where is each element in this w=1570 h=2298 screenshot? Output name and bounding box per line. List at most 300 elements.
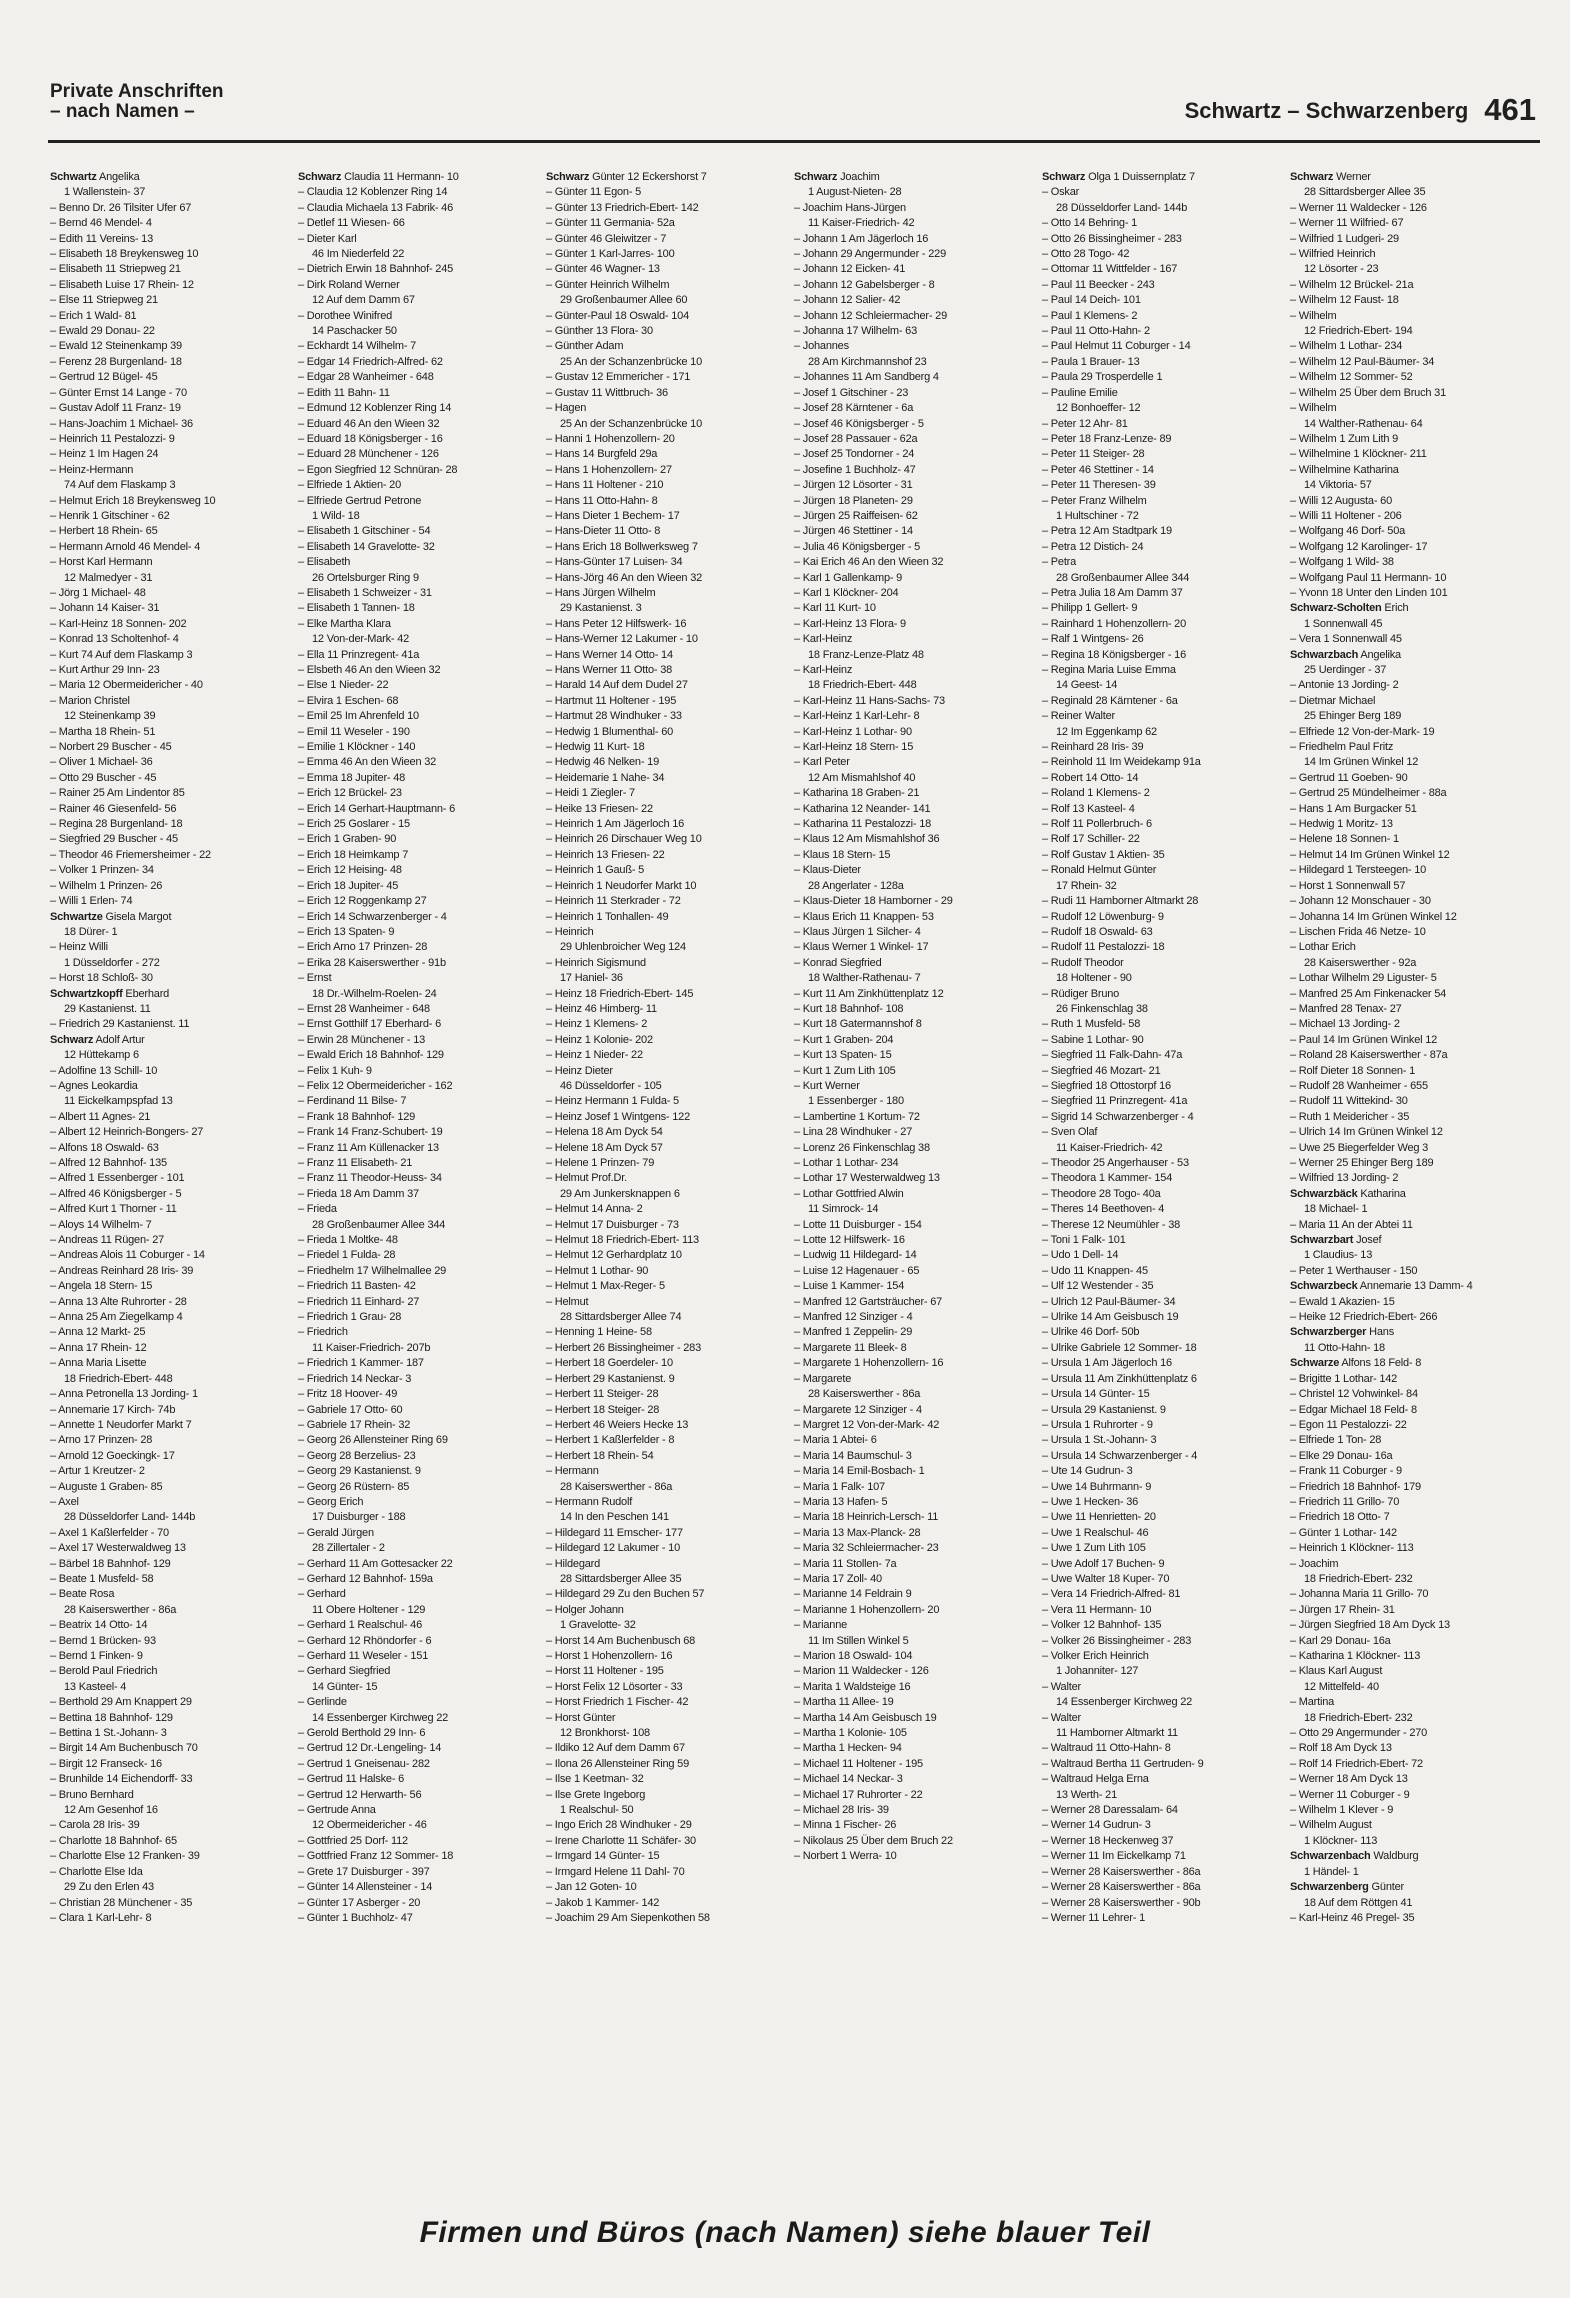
directory-entry: – Paul 11 Beecker - 243 [1042,278,1155,291]
directory-entry: – Ingo Erich 28 Windhuker - 29 [546,1819,692,1832]
directory-entry: – Edgar 14 Friedrich-Alfred- 62 [298,355,443,368]
directory-entry: – Roland 28 Kaiserswerther - 87a [1290,1049,1448,1062]
directory-entry: – Rolf 17 Schiller- 22 [1042,833,1140,846]
directory-entry: – Wilfried 1 Ludgeri- 29 [1290,232,1399,245]
directory-entry: – Heinrich 1 Gauß- 5 [546,864,645,877]
directory-entry: – Gottfried Franz 12 Sommer- 18 [298,1850,454,1863]
directory-entry: – Udo 11 Knappen- 45 [1042,1264,1148,1277]
directory-entry: – Gottfried 25 Dorf- 112 [298,1834,408,1847]
directory-entry: – Helene 18 Sonnen- 1 [1290,833,1399,846]
directory-entry: – Uwe 1 Zum Lith 105 [1042,1542,1146,1555]
directory-entry: – Hermann Rudolf [546,1495,633,1508]
directory-entry: – Kurt Werner [794,1079,860,1092]
directory-entry: – Hans 11 Otto-Hahn- 8 [546,494,658,507]
directory-entry: – Margarete 12 Sinziger - 4 [794,1403,922,1416]
name-range-title: Schwartz – Schwarzenberg [1184,98,1469,123]
directory-entry: 14 Essenberger Kirchweg 22 [312,1711,449,1724]
directory-entry: – Friedel 1 Fulda- 28 [298,1249,396,1262]
directory-entry: – Emilie 1 Klöckner - 140 [298,741,416,754]
directory-entry: – Marianne 1 Hohenzollern- 20 [794,1603,940,1616]
directory-entry: – Marion 11 Waldecker - 126 [794,1665,929,1678]
directory-entry: – Jürgen 25 Raiffeisen- 62 [794,509,918,522]
directory-entry: – Uwe Walter 18 Kuper- 70 [1042,1572,1170,1585]
directory-entry: – Maria 12 Obermeidericher - 40 [50,679,203,692]
directory-entry: 26 Finkenschlag 38 [1056,1002,1148,1015]
directory-entry: – Johannes 11 Am Sandberg 4 [794,371,939,384]
directory-column-4 [794,170,1030,2180]
directory-column-3 [546,170,782,2180]
directory-entry: 1 August-Nieten- 28 [808,186,902,199]
directory-entry: – Therese 12 Neumühler - 38 [1042,1218,1181,1231]
directory-entry: 12 Friedrich-Ebert- 194 [1304,325,1413,338]
directory-entry: – Hedwig 46 Nelken- 19 [546,756,660,769]
directory-entry: – Ilona 26 Allensteiner Ring 59 [546,1757,690,1770]
directory-entry: – Hans-Günter 17 Luisen- 34 [546,556,683,569]
directory-entry: 14 Essenberger Kirchweg 22 [1056,1696,1193,1709]
directory-entry: – Uwe 25 Biegerfelder Weg 3 [1290,1141,1429,1154]
directory-entry: – Gertrud 1 Gneisenau- 282 [298,1757,430,1770]
directory-entry: – Lambertine 1 Kortum- 72 [794,1110,920,1123]
directory-entry: – Horst Günter [546,1711,616,1724]
directory-entry: – Karl 11 Kurt- 10 [794,602,876,615]
directory-entry: – Friedrich 11 Einhard- 27 [298,1295,420,1308]
directory-entry: – Johanna 17 Wilhelm- 63 [794,325,917,338]
directory-entry: – Axel 17 Westerwaldweg 13 [50,1542,186,1555]
directory-entry: – Johanna Maria 11 Grillo- 70 [1290,1588,1429,1601]
directory-entry: – Grete 17 Duisburger - 397 [298,1865,430,1878]
directory-entry: – Johann 12 Schleiermacher- 29 [794,309,947,322]
directory-entry: – Petra [1042,556,1077,569]
directory-entry: 28 Kaiserswerther - 86a [808,1388,921,1401]
directory-entry: – Gustav 11 Wittbruch- 36 [546,386,668,399]
directory-entry: – Frank 14 Franz-Schubert- 19 [298,1126,443,1139]
directory-entry: – Andreas Alois 11 Coburger - 14 [50,1249,205,1262]
directory-entry: – Erika 28 Kaiserswerther - 91b [298,956,446,969]
directory-entry: – Wilhelm 12 Paul-Bäumer- 34 [1290,355,1435,368]
directory-entry: 18 Dürer- 1 [64,925,118,938]
directory-entry: – Werner 11 Wilfried- 67 [1290,217,1404,230]
directory-entry: – Volker Erich Heinrich [1042,1650,1149,1662]
directory-entry: – Herbert 18 Goerdeler- 10 [546,1357,673,1370]
directory-entry: 12 Steinenkamp 39 [64,710,156,723]
directory-entry: – Werner 18 Am Dyck 13 [1290,1773,1408,1786]
directory-entry: – Gertrude Anna [298,1804,376,1817]
directory-entry: – Ernst [298,972,332,985]
directory-entry: – Rolf 13 Kasteel- 4 [1042,802,1135,815]
directory-entry: 28 Großenbaumer Allee 344 [312,1218,446,1231]
directory-entry: – Werner 11 Coburger - 9 [1290,1788,1410,1801]
directory-entry: 28 Sittardsberger Allee 35 [560,1572,682,1585]
directory-entry: – Ulf 12 Westender - 35 [1042,1280,1154,1293]
directory-entry: – Martha 18 Rhein- 51 [50,725,156,738]
page-range-header [1185,92,1536,128]
directory-entry: 17 Rhein- 32 [1056,879,1117,892]
directory-entry: – Alfred 12 Bahnhof- 135 [50,1157,167,1169]
directory-entry: – Horst 1 Sonnenwall 57 [1290,879,1406,892]
directory-entry: – Paul 11 Otto-Hahn- 2 [1042,325,1150,338]
directory-entry: – Ernst 28 Wanheimer - 648 [298,1002,430,1015]
directory-entry: – Wolfgang 12 Karolinger- 17 [1290,540,1428,553]
directory-entry: 25 An der Schanzenbrücke 10 [560,355,702,368]
directory-entry: – Heike 12 Friedrich-Ebert- 266 [1290,1311,1438,1324]
directory-entry: – Wilhelm 1 Prinzen- 26 [50,879,163,892]
directory-entry: – Bruno Bernhard [50,1788,134,1801]
directory-entry: – Heinz 1 Klemens- 2 [546,1018,648,1031]
directory-entry: – Gertrud 12 Dr.-Lengeling- 14 [298,1742,442,1755]
directory-entry: – Lothar Gottfried Alwin [794,1187,904,1200]
directory-entry: – Margarete 1 Hohenzollern- 16 [794,1357,944,1370]
directory-entry: 12 Von-der-Mark- 42 [312,633,410,646]
directory-entry: 28 Kaiserswerther - 86a [560,1480,673,1493]
directory-entry: – Oliver 1 Michael- 36 [50,756,153,769]
directory-entry: – Erich 14 Gerhart-Hauptmann- 6 [298,802,456,815]
directory-column-5 [1042,170,1278,2180]
directory-entry: 17 Duisburger - 188 [312,1511,406,1524]
directory-entry: – Horst 1 Hohenzollern- 16 [546,1650,673,1662]
directory-entry: – Heinz Hermann 1 Fulda- 5 [546,1095,679,1108]
directory-entry: – Reinhard 28 Iris- 39 [1042,741,1144,754]
directory-entry: – Theres 14 Beethoven- 4 [1042,1203,1165,1216]
directory-entry: – Bettina 1 St.-Johann- 3 [50,1727,167,1740]
directory-entry: – Margret 12 Von-der-Mark- 42 [794,1418,940,1431]
directory-entry: – Elisabeth 11 Striepweg 21 [50,263,181,276]
directory-entry: – Günter 17 Asberger - 20 [298,1896,421,1909]
directory-entry: – Joachim 29 Am Siepenkothen 58 [546,1911,710,1924]
directory-entry: – Maria 13 Max-Planck- 28 [794,1526,921,1539]
directory-entry: – Kurt 18 Bahnhof- 108 [794,1002,904,1015]
directory-entry: Schwarz Werner [1290,171,1371,183]
directory-entry: – Manfred 28 Tenax- 27 [1290,1002,1402,1015]
directory-entry: – Wilhelmine Katharina [1290,463,1399,476]
directory-entry: – Franz 11 Elisabeth- 21 [298,1157,413,1169]
directory-entry: – Michael 11 Holtener - 195 [794,1757,923,1770]
directory-entry: – Elisabeth 1 Tannen- 18 [298,602,415,615]
directory-entry: 1 Klöckner- 113 [1304,1834,1378,1847]
directory-entry: – Bettina 18 Bahnhof- 129 [50,1711,173,1724]
directory-entry: – Wilhelm 12 Faust- 18 [1290,294,1399,307]
directory-entry: – Auguste 1 Graben- 85 [50,1480,163,1493]
directory-entry: Schwarz-Scholten Erich [1290,602,1409,615]
directory-entry: – Jürgen 12 Lösorter - 31 [794,479,913,492]
directory-entry: – Claudia Michaela 13 Fabrik- 46 [298,201,454,214]
directory-entry: – Herbert 1 Kaßlerfelder - 8 [546,1434,675,1447]
directory-entry: – Ewald 29 Donau- 22 [50,325,155,338]
directory-entry: – Hans 1 Hohenzollern- 27 [546,463,672,476]
directory-entry: – Rudolf 28 Wanheimer - 655 [1290,1079,1428,1092]
directory-entry: – Erich 18 Jupiter- 45 [298,879,399,892]
directory-entry: 46 Düsseldorfer - 105 [560,1079,662,1092]
directory-entry: – Rainer 46 Giesenfeld- 56 [50,802,177,815]
directory-entry: – Felix 1 Kuh- 9 [298,1064,372,1077]
directory-entry: 1 Essenberger - 180 [808,1095,904,1108]
directory-entry: – Hans 11 Holtener - 210 [546,479,664,492]
directory-entry: – Heinrich 1 Klöckner- 113 [1290,1542,1414,1555]
directory-entry: – Ronald Helmut Günter [1042,864,1157,877]
directory-columns [50,170,1550,2180]
directory-entry: – Helene 18 Am Dyck 57 [546,1141,663,1154]
directory-entry: – Hildegard 11 Emscher- 177 [546,1526,683,1539]
directory-entry: 12 Hüttekamp 6 [64,1049,139,1062]
section-title-line-2: – nach Namen – [50,101,195,122]
directory-entry: – Charlotte Else Ida [50,1865,143,1878]
directory-entry: – Edith 11 Vereins- 13 [50,232,154,245]
directory-entry: – Henrik 1 Gitschiner - 62 [50,509,170,522]
directory-entry: – Vera 1 Sonnenwall 45 [1290,633,1402,646]
directory-entry: – Wilhelm [1290,402,1337,415]
directory-entry: – Herbert 18 Steiger- 28 [546,1403,660,1416]
directory-entry: – Willi 11 Holtener - 206 [1290,509,1402,522]
directory-entry: 11 Obere Holtener - 129 [312,1603,426,1616]
directory-entry: 14 Viktoria- 57 [1304,479,1372,492]
directory-entry: – Ruth 1 Meidericher - 35 [1290,1110,1410,1123]
directory-entry: – Ulrike 14 Am Geisbusch 19 [1042,1311,1179,1324]
directory-entry: – Emil 11 Weseler - 190 [298,725,410,738]
directory-entry: – Philipp 1 Gellert- 9 [1042,602,1138,615]
directory-entry: – Heinz 1 Nieder- 22 [546,1049,643,1062]
directory-entry: – Ulrich 12 Paul-Bäumer- 34 [1042,1295,1176,1308]
directory-entry: – Roland 1 Klemens- 2 [1042,787,1150,800]
directory-entry: Schwartz Angelika [50,171,140,183]
directory-entry: – Peter 11 Theresen- 39 [1042,479,1156,492]
directory-entry: – Friedhelm 17 Wilhelmallee 29 [298,1264,447,1277]
directory-entry: – Günther Adam [546,340,624,353]
directory-entry: – Rainer 25 Am Lindentor 85 [50,787,185,800]
directory-entry: – Kurt 74 Auf dem Flaskamp 3 [50,648,193,661]
directory-entry: – Edmund 12 Koblenzer Ring 14 [298,402,452,415]
page-section-title [50,82,224,122]
directory-entry: – Jürgen Siegfried 18 Am Dyck 13 [1290,1619,1450,1632]
directory-entry: 29 Zu den Erlen 43 [64,1881,154,1894]
directory-entry: – Petra 12 Am Stadtpark 19 [1042,525,1172,538]
directory-entry: – Annette 1 Neudorfer Markt 7 [50,1418,192,1431]
directory-entry: – Artur 1 Kreutzer- 2 [50,1465,145,1478]
directory-entry: – Wilhelm 12 Brückel- 21a [1290,278,1414,291]
directory-entry: – Anna 17 Rhein- 12 [50,1341,147,1354]
directory-entry: 29 Kastanienst. 3 [560,602,642,615]
directory-entry: – Hans-Joachim 1 Michael- 36 [50,417,193,430]
directory-entry: – Dietrich Erwin 18 Bahnhof- 245 [298,263,454,276]
directory-entry: – Otto 29 Angermunder - 270 [1290,1727,1428,1740]
directory-entry: – Heinrich 13 Friesen- 22 [546,848,665,861]
directory-entry: – Rudolf 11 Wittekind- 30 [1290,1095,1408,1108]
directory-column-6 [1290,170,1526,2180]
directory-entry: – Karl-Heinz 46 Pregel- 35 [1290,1911,1415,1924]
directory-entry: – Wilfried Heinrich [1290,248,1376,261]
directory-entry: – Erich 12 Brückel- 23 [298,787,402,800]
directory-entry: – Yvonn 18 Unter den Linden 101 [1290,586,1448,599]
directory-entry: – Klaus Karl August [1290,1665,1383,1678]
directory-entry: – Ralf 1 Wintgens- 26 [1042,633,1144,646]
directory-entry: – Wilhelmine 1 Klöckner- 211 [1290,448,1427,461]
directory-entry: – Manfred 12 Sinziger - 4 [794,1311,913,1324]
directory-entry: – Friedrich 11 Grillo- 70 [1290,1495,1400,1508]
directory-entry: – Frieda [298,1203,337,1216]
directory-entry: – Helmut Prof.Dr. [546,1172,627,1185]
directory-entry: 28 Düsseldorfer Land- 144b [64,1511,196,1524]
directory-entry: Schwarz Adolf Artur [50,1033,145,1046]
directory-entry: – Elsbeth 46 An den Wieen 32 [298,664,441,676]
directory-entry: – Helmut 12 Gerhardplatz 10 [546,1249,682,1262]
directory-entry: – Volker 1 Prinzen- 34 [50,864,154,877]
directory-entry: – Heinrich 26 Dirschauer Weg 10 [546,833,702,846]
directory-entry: 14 Paschacker 50 [312,325,397,338]
directory-entry: 1 Realschul- 50 [560,1804,634,1817]
directory-entry: – Friedrich 11 Basten- 42 [298,1280,416,1293]
directory-entry: Schwarze Alfons 18 Feld- 8 [1290,1357,1422,1370]
directory-entry: – Uwe 1 Hecken- 36 [1042,1495,1139,1508]
directory-entry: – Maria 14 Emil-Bosbach- 1 [794,1465,925,1478]
directory-entry: – Joachim Hans-Jürgen [794,201,906,214]
directory-entry: – Josef 25 Tondorner - 24 [794,448,915,461]
directory-entry: – Heinz 46 Himberg- 11 [546,1002,657,1015]
directory-entry: 25 Uerdinger - 37 [1304,664,1387,676]
directory-entry: – Kurt 1 Zum Lith 105 [794,1064,896,1077]
directory-entry: – Ottomar 11 Wittfelder - 167 [1042,263,1178,276]
directory-entry: – Maria 1 Falk- 107 [794,1480,885,1493]
directory-entry: – Werner 25 Ehinger Berg 189 [1290,1157,1434,1169]
directory-entry: – Christel 12 Vohwinkel- 84 [1290,1388,1418,1401]
directory-entry: – Albert 12 Heinrich-Bongers- 27 [50,1126,204,1139]
directory-entry: – Erich 14 Schwarzenberger - 4 [298,910,447,923]
directory-entry: 18 Franz-Lenze-Platz 48 [808,648,924,661]
directory-entry: Schwarz Olga 1 Duissernplatz 7 [1042,171,1195,183]
directory-entry: – Else 1 Nieder- 22 [298,679,389,692]
directory-entry: Schwarz Günter 12 Eckershorst 7 [546,171,707,183]
directory-entry: 18 Michael- 1 [1304,1203,1368,1216]
directory-entry: – Ewald 1 Akazien- 15 [1290,1295,1395,1308]
directory-entry: 28 Sittardsberger Allee 74 [560,1311,682,1324]
directory-entry: 11 Eickelkampspfad 13 [64,1095,173,1108]
directory-entry: – Lothar Erich [1290,941,1356,954]
directory-entry: – Günter 1 Karl-Jarres- 100 [546,248,675,261]
directory-entry: – Axel 1 Kaßlerfelder - 70 [50,1526,169,1539]
directory-entry: 12 Mittelfeld- 40 [1304,1680,1379,1693]
directory-entry: – Jörg 1 Michael- 48 [50,586,146,599]
directory-entry: – Petra Julia 18 Am Damm 37 [1042,586,1183,599]
directory-entry: – Otto 29 Buscher - 45 [50,771,157,784]
directory-entry: – Harald 14 Auf dem Dudel 27 [546,679,688,692]
directory-entry: – Birgit 14 Am Buchenbusch 70 [50,1742,198,1755]
directory-entry: – Elke Martha Klara [298,617,391,630]
directory-entry: 11 Otto-Hahn- 18 [1304,1341,1385,1354]
directory-entry: – Heinrich Sigismund [546,956,646,969]
directory-entry: – Oskar [1042,186,1080,199]
directory-entry: – Jürgen 46 Stettiner - 14 [794,525,913,538]
directory-entry: – Jürgen 17 Rhein- 31 [1290,1603,1395,1616]
directory-entry: 18 Auf dem Röttgen 41 [1304,1896,1413,1909]
directory-entry: – Wolfgang 46 Dorf- 50a [1290,525,1406,538]
directory-entry: – Ulrike 46 Dorf- 50b [1042,1326,1140,1339]
directory-entry: – Beate 1 Musfeld- 58 [50,1572,154,1585]
directory-entry: 13 Kasteel- 4 [64,1680,127,1693]
directory-entry: – Helmut 14 Im Grünen Winkel 12 [1290,848,1450,861]
directory-entry: – Werner 11 Waldecker - 126 [1290,201,1427,214]
directory-entry: – Werner 28 Kaiserswerther - 86a [1042,1881,1201,1894]
directory-entry: – Hans 1 Am Burgacker 51 [1290,802,1417,815]
directory-entry: – Uwe 11 Henrietten- 20 [1042,1511,1156,1524]
directory-entry: – Otto 28 Togo- 42 [1042,248,1130,261]
directory-column-2 [298,170,534,2180]
directory-entry: 18 Walther-Rathenau- 7 [808,972,921,985]
directory-entry: – Martha 14 Am Geisbusch 19 [794,1711,937,1724]
directory-entry: – Friedrich 29 Kastanienst. 11 [50,1018,190,1031]
directory-entry: – Birgit 12 Franseck- 16 [50,1757,162,1770]
directory-entry: – Lotte 11 Duisburger - 154 [794,1218,922,1231]
directory-entry: – Werner 11 Im Eickelkamp 71 [1042,1850,1186,1863]
directory-entry: – Marianne 14 Feldrain 9 [794,1588,912,1601]
directory-entry: – Lina 28 Windhuker - 27 [794,1126,913,1139]
directory-entry: – Johann 12 Monschauer - 30 [1290,895,1431,908]
directory-entry: 1 Hultschiner - 72 [1056,509,1139,522]
directory-entry: – Otto 26 Bissingheimer - 283 [1042,232,1182,245]
directory-entry: – Frank 11 Coburger - 9 [1290,1465,1402,1478]
directory-entry: – Elisabeth 1 Gitschiner - 54 [298,525,431,538]
directory-entry: Schwarzbeck Annemarie 13 Damm- 4 [1290,1280,1473,1293]
directory-entry: – Gerhard 1 Realschul- 46 [298,1619,423,1632]
directory-entry: – Lothar 17 Westerwaldweg 13 [794,1172,940,1185]
directory-entry: 1 Wallenstein- 37 [64,186,146,199]
directory-entry: – Hermann Arnold 46 Mendel- 4 [50,540,201,553]
directory-entry: – Alfred Kurt 1 Thorner - 11 [50,1203,177,1216]
directory-entry: – Elfriede 1 Aktien- 20 [298,479,402,492]
directory-entry: – Berold Paul Friedrich [50,1665,158,1678]
directory-entry: – Elfriede Gertrud Petrone [298,494,422,507]
directory-entry: 12 Am Mismahlshof 40 [808,771,916,784]
directory-entry: 18 Dr.-Wilhelm-Roelen- 24 [312,987,437,1000]
directory-entry: – Else 11 Striepweg 21 [50,294,158,307]
directory-entry: – Peter 46 Stettiner - 14 [1042,463,1154,476]
directory-entry: – Wilhelm 1 Zum Lith 9 [1290,432,1399,445]
directory-entry: – Klaus-Dieter 18 Hamborner - 29 [794,895,953,908]
directory-entry: – Jan 12 Goten- 10 [546,1881,637,1894]
directory-entry: – Hermann [546,1465,599,1478]
directory-entry: – Hans Werner 14 Otto- 14 [546,648,673,661]
directory-entry: – Klaus Werner 1 Winkel- 17 [794,941,929,954]
directory-entry: 1 Claudius- 13 [1304,1249,1373,1262]
directory-entry: 11 Kaiser-Friedrich- 42 [808,217,915,230]
directory-entry: – Egon 11 Pestalozzi- 22 [1290,1418,1407,1431]
directory-entry: – Ursula 14 Schwarzenberger - 4 [1042,1449,1198,1462]
directory-entry: – Maria 13 Hafen- 5 [794,1495,888,1508]
directory-entry: – Nikolaus 25 Über dem Bruch 22 [794,1834,953,1847]
directory-entry: – Rudolf 18 Oswald- 63 [1042,925,1153,938]
directory-entry: – Friedrich 14 Neckar- 3 [298,1372,412,1385]
directory-entry: – Elisabeth Luise 17 Rhein- 12 [50,278,194,291]
directory-entry: – Helmut 18 Friedrich-Ebert- 113 [546,1234,699,1247]
directory-entry: – Siegfried 11 Falk-Dahn- 47a [1042,1049,1183,1062]
directory-entry: 74 Auf dem Flaskamp 3 [64,479,176,492]
directory-entry: – Manfred 12 Gartsträucher- 67 [794,1295,943,1308]
directory-entry: – Margarete 11 Bleek- 8 [794,1341,907,1354]
directory-entry: – Erich 18 Heimkamp 7 [298,848,409,861]
directory-entry: – Günter-Paul 18 Oswald- 104 [546,309,689,322]
directory-entry: – Ursula 1 Am Jägerloch 16 [1042,1357,1172,1370]
directory-entry: – Heinz 1 Im Hagen 24 [50,448,159,461]
directory-entry: – Helmut 14 Anna- 2 [546,1203,643,1216]
directory-entry: 12 Malmedyer - 31 [64,571,153,584]
directory-entry: – Maria 32 Schleiermacher- 23 [794,1542,939,1555]
directory-entry: – Theodora 1 Kammer- 154 [1042,1172,1173,1185]
directory-entry: 14 Günter- 15 [312,1680,378,1693]
directory-entry: – Ulrike Gabriele 12 Sommer- 18 [1042,1341,1197,1354]
directory-entry: – Robert 14 Otto- 14 [1042,771,1139,784]
directory-entry: – Willi 12 Augusta- 60 [1290,494,1392,507]
directory-entry: – Brunhilde 14 Eichendorff- 33 [50,1773,193,1786]
directory-entry: 14 Walther-Rathenau- 64 [1304,417,1423,430]
directory-entry: – Erich 25 Goslarer - 15 [298,818,410,831]
directory-entry: – Anna Petronella 13 Jording- 1 [50,1388,198,1401]
directory-entry: Schwarzbart Josef [1290,1234,1382,1247]
